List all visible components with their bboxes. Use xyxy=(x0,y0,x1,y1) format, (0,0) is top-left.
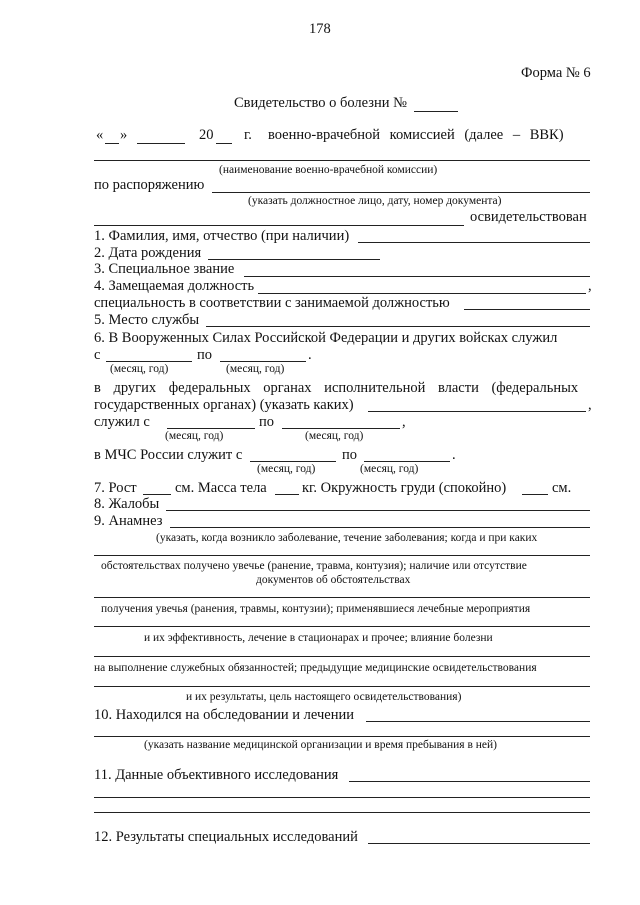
anamnesis-hint: на выполнение служебных обязанностей; предыдущие медицинские освидетельствования xyxy=(94,662,537,674)
examined-label: освидетельствован xyxy=(470,209,587,225)
examined-person-field[interactable] xyxy=(94,225,464,226)
item-10-label: 10. Находился на обследовании и лечении xyxy=(94,707,354,723)
item-6-comma: , xyxy=(588,397,592,413)
item-4-comma: , xyxy=(588,278,592,294)
anamnesis-hint: обстоятельствах получено увечье (ранение, травма, контузия); наличие или отсутствие xyxy=(101,560,527,572)
examination-treatment-field[interactable] xyxy=(366,721,590,722)
item-6-other-line2: государственных органах) (указать каких) xyxy=(94,397,354,413)
chest-field[interactable] xyxy=(522,494,548,495)
commission-name-field[interactable] xyxy=(94,160,590,161)
item-6-label: 6. В Вооруженных Силах Российской Федерации и других войсках служил xyxy=(94,330,558,346)
anamnesis-field[interactable] xyxy=(170,527,590,528)
date-quote-open: « xyxy=(96,127,104,143)
height-field[interactable] xyxy=(143,494,171,495)
item-6-period: . xyxy=(308,347,312,363)
objective-data-field[interactable] xyxy=(94,797,590,798)
body-mass-field[interactable] xyxy=(275,494,299,495)
anamnesis-field[interactable] xyxy=(94,686,590,687)
item-7-height-label: 7. Рост xyxy=(94,480,137,496)
item-12-label: 12. Результаты специальных исследований xyxy=(94,829,358,845)
hint-month-year: (месяц, год) xyxy=(360,463,419,475)
specialty-field[interactable] xyxy=(464,309,590,310)
by-order-label: по распоряжению xyxy=(94,177,205,193)
item-8-label: 8. Жалобы xyxy=(94,496,160,512)
item-6-served-comma: , xyxy=(402,414,406,430)
hint-month-year: (месяц, год) xyxy=(305,430,364,442)
special-rank-field[interactable] xyxy=(244,276,590,277)
anamnesis-field[interactable] xyxy=(94,626,590,627)
other-served-from-field[interactable] xyxy=(167,428,255,429)
item-5-label: 5. Место службы xyxy=(94,312,200,328)
certificate-number-field[interactable] xyxy=(414,111,458,112)
hint-commission-name: (наименование военно-врачебной комиссии) xyxy=(219,164,438,176)
examination-treatment-field[interactable] xyxy=(94,736,590,737)
emercom-to-field[interactable] xyxy=(364,461,450,462)
item-4-spec-label: специальность в соответствии с занимаемой должностью xyxy=(94,295,450,311)
year-field[interactable] xyxy=(216,143,232,144)
month-field[interactable] xyxy=(137,143,185,144)
page-number: 178 xyxy=(309,21,331,37)
item-7-chest-label: кг. Окружность груди (спокойно) xyxy=(302,480,507,496)
item-7-cm-label: см. xyxy=(552,480,572,496)
objective-data-field[interactable] xyxy=(349,781,590,782)
item-6-emercom-to: по xyxy=(342,447,358,463)
item-2-label: 2. Дата рождения xyxy=(94,245,202,261)
anamnesis-hint: получения увечья (ранения, травмы, контузии); применявшиеся лечебные мероприятия xyxy=(101,603,531,615)
year-suffix: г. xyxy=(244,127,252,143)
other-served-to-field[interactable] xyxy=(282,428,400,429)
hint-month-year: (месяц, год) xyxy=(110,363,169,375)
item-9-label: 9. Анамнез xyxy=(94,513,163,529)
complaints-field[interactable] xyxy=(166,510,590,511)
item-11-label: 11. Данные объективного исследования xyxy=(94,767,339,783)
item-4-label: 4. Замещаемая должность xyxy=(94,278,255,294)
anamnesis-field[interactable] xyxy=(94,656,590,657)
special-studies-field[interactable] xyxy=(368,843,590,844)
item-6-other-line1: в других федеральных органах исполнительной власти (федеральных xyxy=(94,380,579,396)
order-field[interactable] xyxy=(212,192,590,193)
anamnesis-hint: и их результаты, цель настоящего освидетельствования) xyxy=(186,691,462,703)
anamnesis-field[interactable] xyxy=(94,555,590,556)
anamnesis-hint: (указать, когда возникло заболевание, течение заболевания; когда и при каких xyxy=(156,532,538,544)
item-6-emercom-label: в МЧС России служит с xyxy=(94,447,243,463)
item-6-emercom-period: . xyxy=(452,447,456,463)
document-title: Свидетельство о болезни № xyxy=(234,95,407,111)
emercom-from-field[interactable] xyxy=(250,461,336,462)
other-agencies-field[interactable] xyxy=(368,411,586,412)
hint-medical-organization: (указать название медицинской организации и время пребывания в ней) xyxy=(144,739,498,751)
anamnesis-hint: документов об обстоятельствах xyxy=(256,574,411,586)
full-name-field[interactable] xyxy=(358,242,590,243)
objective-data-field[interactable] xyxy=(94,812,590,813)
hint-month-year: (месяц, год) xyxy=(165,430,224,442)
item-6-served-label: служил с xyxy=(94,414,150,430)
item-3-label: 3. Специальное звание xyxy=(94,261,235,277)
hint-month-year: (месяц, год) xyxy=(257,463,316,475)
place-of-service-field[interactable] xyxy=(206,326,590,327)
birth-date-field[interactable] xyxy=(208,259,380,260)
item-6-from: с xyxy=(94,347,101,363)
item-1-label: 1. Фамилия, имя, отчество (при наличии) xyxy=(94,228,350,244)
anamnesis-field[interactable] xyxy=(94,597,590,598)
date-quote-close: » xyxy=(120,127,128,143)
position-field[interactable] xyxy=(258,293,586,294)
anamnesis-hint: и их эффективность, лечение в стационарах и прочее; влияние болезни xyxy=(144,632,493,644)
armed-forces-to-field[interactable] xyxy=(220,361,306,362)
hint-order: (указать должностное лицо, дату, номер документа) xyxy=(248,195,502,207)
item-6-served-to: по xyxy=(259,414,275,430)
day-field[interactable] xyxy=(105,143,119,144)
armed-forces-from-field[interactable] xyxy=(106,361,192,362)
hint-month-year: (месяц, год) xyxy=(226,363,285,375)
year-prefix: 20 xyxy=(199,127,214,143)
item-7-mass-label: см. Масса тела xyxy=(175,480,267,496)
form-number: Форма № 6 xyxy=(521,65,591,81)
commission-text: военно-врачебной комиссией (далее – ВВК) xyxy=(268,127,564,143)
item-6-to: по xyxy=(197,347,213,363)
